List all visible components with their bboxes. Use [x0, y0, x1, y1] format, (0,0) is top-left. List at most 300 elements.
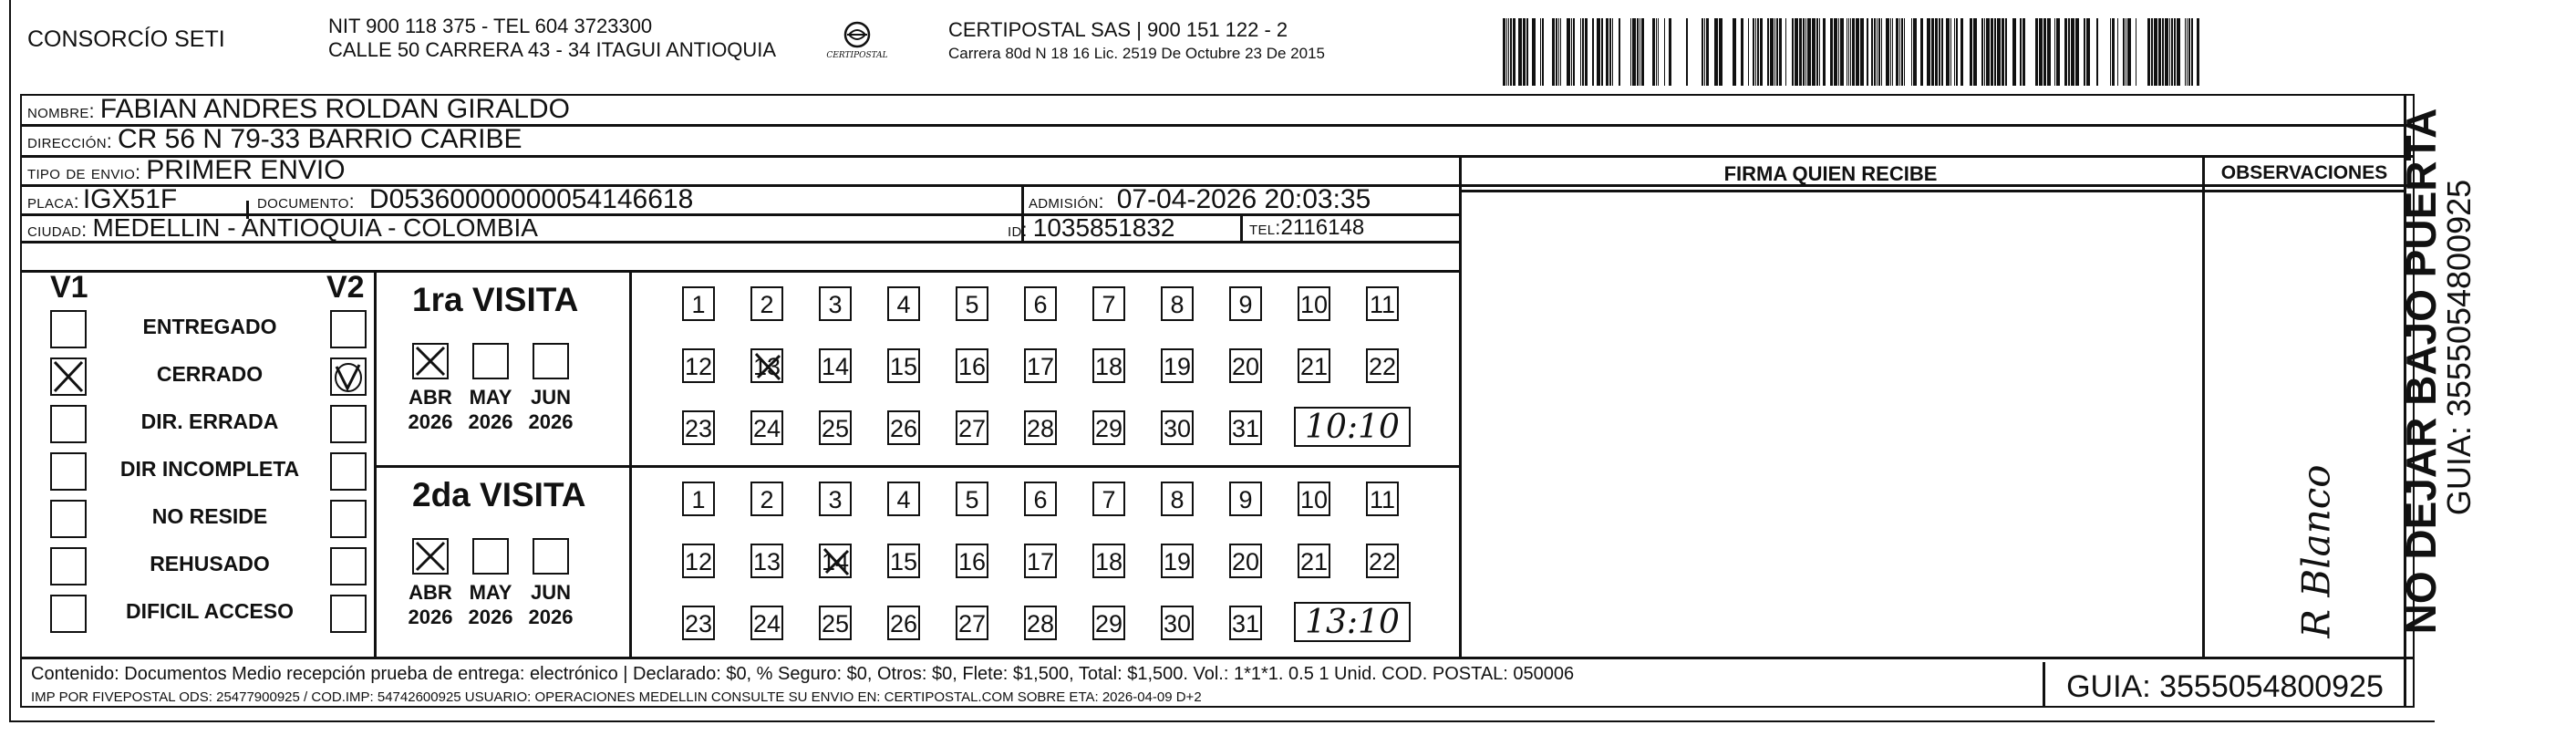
- barcode-bar: [2188, 18, 2190, 86]
- barcode-bar: [1733, 18, 1736, 86]
- barcode-bar: [1954, 18, 1955, 86]
- barcode-bar: [1956, 18, 1958, 86]
- day-box[interactable]: 11: [1366, 482, 1399, 516]
- barcode-bar: [1890, 18, 1891, 86]
- barcode-bar: [1986, 18, 1990, 86]
- barcode-bar: [2054, 18, 2055, 86]
- barcode-bar: [1592, 18, 1594, 86]
- status-label: DIR INCOMPLETA: [119, 457, 300, 481]
- day-box[interactable]: 19: [1161, 544, 1194, 578]
- barcode-bar: [1503, 18, 1505, 86]
- barcode-bar: [1755, 18, 1756, 86]
- direccion-value: CR 56 N 79-33 BARRIO CARIBE: [118, 124, 522, 154]
- barcode-bar: [2169, 18, 2170, 86]
- barcode-bar: [1597, 18, 1600, 86]
- barcode-bar: [1606, 18, 1609, 86]
- month-year: 2026: [468, 606, 513, 628]
- barcode-bar: [1612, 18, 1613, 86]
- id-label: id:: [1008, 220, 1028, 241]
- barcode-bar: [1799, 18, 1802, 86]
- barcode-bar: [1704, 18, 1705, 86]
- barcode-bar: [1904, 18, 1905, 86]
- barcode-bar: [1774, 18, 1775, 86]
- barcode-bar: [1984, 18, 1985, 86]
- id-value: 1035851832: [1032, 213, 1175, 242]
- day-box[interactable]: 6: [1024, 482, 1057, 516]
- barcode-bar: [1834, 18, 1837, 86]
- day-box[interactable]: 18: [1092, 544, 1125, 578]
- placa-label: placa:: [27, 192, 79, 212]
- day-box[interactable]: 11: [1366, 286, 1399, 321]
- barcode-bar: [2177, 18, 2180, 86]
- day-box[interactable]: 19: [1161, 348, 1194, 383]
- v2-checkbox[interactable]: [330, 500, 367, 538]
- month-label: [459, 580, 522, 629]
- v1-checkbox[interactable]: [50, 452, 87, 491]
- barcode-bar: [1585, 18, 1588, 86]
- barcode-bar: [2005, 18, 2007, 86]
- barcode-bar: [2117, 18, 2118, 86]
- status-label: DIR. ERRADA: [140, 409, 279, 433]
- barcode-bar: [2171, 18, 2173, 86]
- barcode-bar: [1892, 18, 1893, 86]
- barcode-bar: [1518, 18, 1522, 86]
- barcode-bar: [1852, 18, 1855, 86]
- barcode-bar: [1970, 18, 1972, 86]
- month-label: [519, 580, 583, 629]
- barcode-bar: [1960, 18, 1963, 86]
- sender-name: CONSORCÍO SETI: [27, 26, 225, 52]
- barcode-bar: [1508, 18, 1509, 86]
- status-label: NO RESIDE: [151, 504, 268, 528]
- barcode-bar: [1757, 18, 1759, 86]
- placa-value: IGX51F: [82, 184, 178, 214]
- month-year: 2026: [528, 410, 574, 433]
- month-checkbox[interactable]: [533, 343, 569, 379]
- tipo-label: tipo de envio:: [27, 162, 141, 183]
- day-box[interactable]: 24: [750, 410, 783, 445]
- month-checkbox[interactable]: [472, 538, 509, 575]
- day-box[interactable]: 30: [1161, 410, 1194, 445]
- barcode-bar: [1899, 18, 1900, 86]
- status-label: REHUSADO: [150, 552, 270, 575]
- month-checkbox[interactable]: [533, 538, 569, 575]
- barcode-bar: [2112, 18, 2115, 86]
- day-box[interactable]: 7: [1092, 482, 1125, 516]
- v1-label: V1: [50, 270, 88, 305]
- month-name: MAY: [469, 581, 512, 604]
- barcode-bar: [1881, 18, 1882, 86]
- barcode-bar: [1911, 18, 1912, 86]
- documento-value: D05360000000054146618: [368, 184, 694, 214]
- month-checkbox[interactable]: [412, 343, 449, 379]
- barcode-bar: [1601, 18, 1603, 86]
- logo-text: CERTIPOSTAL: [826, 51, 888, 60]
- barcode-bar: [1950, 18, 1951, 86]
- day-box[interactable]: 15: [887, 544, 920, 578]
- admision-label: admisión:: [1029, 192, 1104, 212]
- barcode-bar: [2084, 18, 2085, 86]
- barcode-bar: [1867, 18, 1868, 86]
- barcode-bar: [2012, 18, 2016, 86]
- barcode-bar: [1805, 18, 1806, 86]
- barcode-bar: [1816, 18, 1818, 86]
- barcode-bar: [1886, 18, 1889, 86]
- barcode-bar: [1874, 18, 1876, 86]
- status-label: CERRADO: [156, 362, 264, 386]
- month-year: 2026: [468, 410, 513, 433]
- barcode-bar: [1741, 18, 1743, 86]
- documento-row: [257, 184, 693, 215]
- barcode-bar: [1582, 18, 1584, 86]
- day-box[interactable]: 28: [1024, 606, 1057, 640]
- day-box[interactable]: 4: [887, 286, 920, 321]
- barcode-bar: [1779, 18, 1782, 86]
- ciudad-row: [27, 213, 538, 243]
- barcode-bar: [2110, 18, 2111, 86]
- barcode-bar: [2023, 18, 2025, 86]
- no-dejar-warning: NO DEJAR BAJO PUERTA: [2397, 108, 2445, 635]
- day-box[interactable]: 10: [1298, 286, 1330, 321]
- barcode-bar: [1656, 18, 1657, 86]
- barcode-bar: [1913, 18, 1917, 86]
- footer-imp: IMP POR FIVEPOSTAL ODS: 25477900925 / COD.IMP: 54742600925 USUARIO: OPERACIONES MEDELLIN CONSULTE SU ENVIO EN: CERTIPOSTAL.COM SOBRE ETA: 2026-04-09 D+2: [31, 689, 1202, 705]
- day-box[interactable]: 9: [1229, 286, 1262, 321]
- day-box[interactable]: 16: [956, 544, 988, 578]
- nombre-value: FABIAN ANDRES ROLDAN GIRALDO: [99, 94, 570, 124]
- day-box[interactable]: 25: [819, 410, 852, 445]
- day-box[interactable]: 15: [887, 348, 920, 383]
- barcode-bar: [1760, 18, 1763, 86]
- barcode-bar: [1807, 18, 1811, 86]
- barcode-bar: [1664, 18, 1665, 86]
- day-box[interactable]: 20: [1229, 348, 1262, 383]
- day-box[interactable]: 29: [1092, 606, 1125, 640]
- day-box[interactable]: 1: [682, 482, 715, 516]
- v1-checkbox[interactable]: [50, 547, 87, 585]
- barcode-bar: [1540, 18, 1541, 86]
- visit-title: 2da VISITA: [412, 476, 586, 513]
- barcode-bar: [2035, 18, 2038, 86]
- barcode-bar: [1941, 18, 1943, 86]
- barcode-bar: [1838, 18, 1839, 86]
- barcode-bar: [2039, 18, 2043, 86]
- tipo-row: [27, 155, 346, 186]
- day-box[interactable]: 13: [750, 348, 783, 383]
- month-name: MAY: [469, 386, 512, 409]
- barcode-bar: [1795, 18, 1798, 86]
- day-box[interactable]: 5: [956, 482, 988, 516]
- day-box[interactable]: 17: [1024, 348, 1057, 383]
- day-box[interactable]: 8: [1161, 482, 1194, 516]
- barcode-bar: [2086, 18, 2090, 86]
- tel-value: 2116148: [1280, 215, 1365, 240]
- day-mark: [752, 350, 783, 383]
- tel-label: tel:: [1249, 218, 1281, 239]
- nit-line: NIT 900 118 375 - TEL 604 3723300: [328, 15, 653, 37]
- v2-checkbox[interactable]: [330, 405, 367, 443]
- barcode-bar: [1819, 18, 1820, 86]
- barcode-bar: [1652, 18, 1655, 86]
- barcode-bar: [2151, 18, 2153, 86]
- day-mark: [821, 545, 852, 578]
- barcode-bar: [1997, 18, 2001, 86]
- visit-time-box[interactable]: 13:10: [1294, 602, 1411, 642]
- barcode-bar: [1935, 18, 1938, 86]
- v1-checkbox[interactable]: [50, 357, 87, 396]
- barcode-bar: [1669, 18, 1671, 86]
- barcode-bar: [1812, 18, 1816, 86]
- barcode-bar: [1973, 18, 1977, 86]
- id-row: [1008, 213, 1174, 243]
- day-box[interactable]: 9: [1229, 482, 1262, 516]
- barcode-bar: [1506, 18, 1507, 86]
- barcode-bar: [2127, 18, 2131, 86]
- day-box[interactable]: 30: [1161, 606, 1194, 640]
- day-box[interactable]: 3: [819, 482, 852, 516]
- month-name: ABR: [409, 386, 452, 409]
- v1-checkbox[interactable]: [50, 500, 87, 538]
- month-checkbox[interactable]: [412, 538, 449, 575]
- barcode-bar: [1994, 18, 1996, 86]
- barcode-bar: [1848, 18, 1849, 86]
- sender-address: CALLE 50 CARRERA 43 - 34 ITAGUI ANTIOQUIA: [328, 38, 777, 61]
- day-box[interactable]: 22: [1366, 544, 1399, 578]
- admision-row: [1029, 184, 1371, 215]
- barcode-bar: [1946, 18, 1950, 86]
- day-box[interactable]: 14: [819, 544, 852, 578]
- barcode-bar: [1991, 18, 1993, 86]
- observation-signature: R Blanco: [2293, 464, 2339, 638]
- barcode-bar: [1523, 18, 1526, 86]
- barcode-bar: [2096, 18, 2098, 86]
- month-name: JUN: [530, 581, 571, 604]
- tipo-value: PRIMER ENVIO: [146, 155, 346, 185]
- month-name: JUN: [530, 386, 571, 409]
- day-box[interactable]: 23: [682, 410, 715, 445]
- day-box[interactable]: 26: [887, 410, 920, 445]
- v1-checkbox[interactable]: [50, 310, 87, 348]
- barcode-bar: [1981, 18, 1983, 86]
- barcode-bar: [1619, 18, 1620, 86]
- barcode-bar: [2187, 18, 2188, 86]
- license-line: Carrera 80d N 18 16 Lic. 2519 De Octubre 23 De 2015: [948, 45, 1325, 62]
- barcode-bar: [1920, 18, 1923, 86]
- day-box[interactable]: 4: [887, 482, 920, 516]
- barcode-bar: [1510, 18, 1512, 86]
- barcode-bar: [2020, 18, 2022, 86]
- barcode-bar: [1641, 18, 1644, 86]
- barcode-bar: [1542, 18, 1544, 86]
- day-box[interactable]: 8: [1161, 286, 1194, 321]
- barcode-bar: [1558, 18, 1559, 86]
- barcode-bar: [1702, 18, 1703, 86]
- barcode-bar: [1792, 18, 1794, 86]
- barcode-bar: [1931, 18, 1934, 86]
- barcode-bar: [1860, 18, 1864, 86]
- barcode-bar: [2154, 18, 2157, 86]
- v1-checkbox[interactable]: [50, 595, 87, 633]
- barcode-bar: [1632, 18, 1636, 86]
- day-box[interactable]: 16: [956, 348, 988, 383]
- barcode-bar: [1580, 18, 1581, 86]
- barcode-bar: [2147, 18, 2150, 86]
- certipostal-logo: [825, 20, 889, 66]
- day-box[interactable]: 22: [1366, 348, 1399, 383]
- barcode-bar: [2158, 18, 2161, 86]
- barcode-bar: [1513, 18, 1516, 86]
- barcode-bar: [1719, 18, 1723, 86]
- day-box[interactable]: 3: [819, 286, 852, 321]
- barcode-bar: [1770, 18, 1774, 86]
- day-box[interactable]: 12: [682, 544, 715, 578]
- day-box[interactable]: 10: [1298, 482, 1330, 516]
- day-box[interactable]: 18: [1092, 348, 1125, 383]
- day-box[interactable]: 21: [1298, 348, 1330, 383]
- barcode-bar: [2162, 18, 2164, 86]
- day-box[interactable]: 27: [956, 410, 988, 445]
- placa-row: [27, 184, 177, 215]
- barcode-bar: [1927, 18, 1930, 86]
- v2-checkbox[interactable]: [330, 310, 367, 348]
- barcode-bar: [1560, 18, 1561, 86]
- barcode-bar: [1532, 18, 1536, 86]
- barcode-bar: [1571, 18, 1572, 86]
- barcode-bar: [1630, 18, 1631, 86]
- barcode-bar: [1748, 18, 1749, 86]
- barcode-bar: [1552, 18, 1555, 86]
- barcode-bar: [1840, 18, 1844, 86]
- day-box[interactable]: 29: [1092, 410, 1125, 445]
- direccion-label: dirección:: [27, 131, 113, 152]
- day-box[interactable]: 7: [1092, 286, 1125, 321]
- barcode-bar: [1850, 18, 1851, 86]
- ciudad-label: ciudad:: [27, 220, 88, 241]
- barcode-bar: [1526, 18, 1528, 86]
- day-box[interactable]: 2: [750, 286, 783, 321]
- barcode-bar: [2064, 18, 2067, 86]
- barcode-bar: [1896, 18, 1898, 86]
- ciudad-value: MEDELLIN - ANTIOQUIA - COLOMBIA: [92, 213, 538, 242]
- day-box[interactable]: 12: [682, 348, 715, 383]
- direccion-row: [27, 124, 522, 155]
- day-box[interactable]: 5: [956, 286, 988, 321]
- status-label: ENTREGADO: [142, 315, 277, 338]
- barcode-bar: [1823, 18, 1826, 86]
- barcode-bar: [1939, 18, 1940, 86]
- barcode-bar: [1871, 18, 1873, 86]
- day-box[interactable]: 25: [819, 606, 852, 640]
- day-box[interactable]: 2: [750, 482, 783, 516]
- tel-row: [1249, 215, 1364, 241]
- nombre-row: [27, 94, 570, 125]
- month-label: [459, 385, 522, 434]
- barcode: [1500, 18, 2202, 86]
- documento-label: documento:: [257, 192, 355, 212]
- v2-checkbox[interactable]: [330, 357, 367, 396]
- footer-contenido: Contenido: Documentos Medio recepción prueba de entrega: electrónico | Declarado: $0, % Seguro: $0, Otros: $0, Flete: $1,500, Total: $1,500. Vol.: 1*1*1. 0.5 1 Unid. COD. POSTAL: 050006: [31, 664, 1575, 684]
- day-box[interactable]: 23: [682, 606, 715, 640]
- barcode-bar: [1785, 18, 1786, 86]
- day-box[interactable]: 20: [1229, 544, 1262, 578]
- barcode-bar: [1658, 18, 1659, 86]
- month-label: [519, 385, 583, 434]
- barcode-bar: [2174, 18, 2176, 86]
- month-year: 2026: [408, 410, 453, 433]
- barcode-bar: [1609, 18, 1611, 86]
- month-label: [398, 385, 462, 434]
- day-box[interactable]: 27: [956, 606, 988, 640]
- barcode-bar: [2191, 18, 2193, 86]
- status-label: DIFICIL ACCESO: [125, 599, 294, 623]
- day-box[interactable]: 21: [1298, 544, 1330, 578]
- month-checkbox[interactable]: [472, 343, 509, 379]
- day-box[interactable]: 17: [1024, 544, 1057, 578]
- v2-checkbox[interactable]: [330, 547, 367, 585]
- barcode-bar: [2071, 18, 2074, 86]
- barcode-bar: [1877, 18, 1878, 86]
- v2-label: V2: [326, 270, 365, 305]
- barcode-bar: [1803, 18, 1805, 86]
- barcode-bar: [1856, 18, 1859, 86]
- footer-guia: GUIA: 3555054800925: [2066, 669, 2384, 704]
- barcode-bar: [2002, 18, 2004, 86]
- firma-header: FIRMA QUIEN RECIBE: [1723, 162, 1938, 185]
- day-box[interactable]: 31: [1229, 606, 1262, 640]
- barcode-bar: [1753, 18, 1754, 86]
- barcode-bar: [2068, 18, 2070, 86]
- day-box[interactable]: 13: [750, 544, 783, 578]
- visit-title: 1ra VISITA: [412, 281, 579, 318]
- observaciones-header: OBSERVACIONES: [2220, 162, 2388, 183]
- barcode-bar: [1901, 18, 1903, 86]
- day-box[interactable]: 24: [750, 606, 783, 640]
- day-box[interactable]: 26: [887, 606, 920, 640]
- barcode-bar: [2047, 18, 2051, 86]
- day-box[interactable]: 28: [1024, 410, 1057, 445]
- month-year: 2026: [528, 606, 574, 628]
- v1-checkbox[interactable]: [50, 405, 87, 443]
- barcode-bar: [2165, 18, 2168, 86]
- month-year: 2026: [408, 606, 453, 628]
- month-label: [398, 580, 462, 629]
- barcode-bar: [2075, 18, 2079, 86]
- barcode-bar: [1637, 18, 1639, 86]
- day-box[interactable]: 6: [1024, 286, 1057, 321]
- barcode-bar: [1776, 18, 1778, 86]
- side-guia: GUIA: 3555054800925: [2440, 179, 2478, 516]
- barcode-bar: [2185, 18, 2186, 86]
- barcode-bar: [1567, 18, 1570, 86]
- barcode-bar: [1556, 18, 1557, 86]
- barcode-bar: [2056, 18, 2060, 86]
- barcode-bar: [1830, 18, 1833, 86]
- admision-value: 07-04-2026 20:03:35: [1116, 184, 1371, 214]
- barcode-bar: [1714, 18, 1718, 86]
- barcode-bar: [1767, 18, 1769, 86]
- day-box[interactable]: 14: [819, 348, 852, 383]
- month-name: ABR: [409, 581, 452, 604]
- v2-checkbox[interactable]: [330, 452, 367, 491]
- visit-time-box[interactable]: 10:10: [1294, 407, 1411, 447]
- barcode-bar: [2123, 18, 2125, 86]
- barcode-bar: [2043, 18, 2046, 86]
- barcode-bar: [1573, 18, 1575, 86]
- v2-checkbox[interactable]: [330, 595, 367, 633]
- barcode-bar: [1686, 18, 1688, 86]
- day-box[interactable]: 31: [1229, 410, 1262, 445]
- day-box[interactable]: 1: [682, 286, 715, 321]
